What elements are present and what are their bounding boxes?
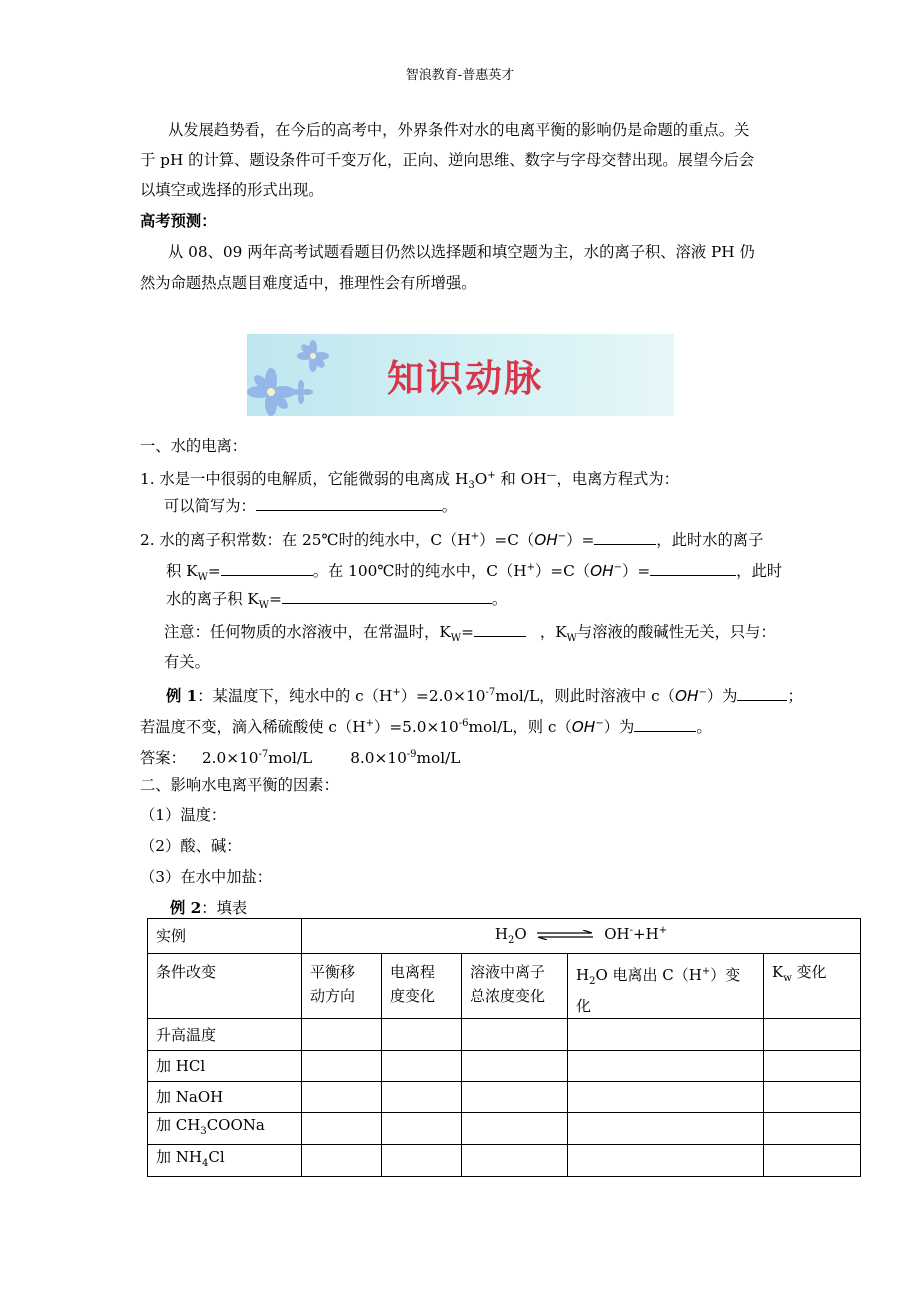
answer-cell[interactable] (764, 1019, 861, 1051)
blank-oh-100c[interactable] (650, 561, 736, 576)
answer-cell[interactable] (382, 1082, 462, 1113)
blank-kw-100c[interactable] (282, 589, 492, 604)
factor-1: （1）温度： (140, 806, 227, 824)
section-1-item-2-line-3: 水的离子积 $K_W=$ 。 (166, 590, 508, 612)
row-label: 加 $NH_4Cl$ (148, 1145, 302, 1177)
answer-cell[interactable] (764, 1145, 861, 1177)
section-1-note: 注意：任何物质的水溶液中，在常温时，$K_W=$ ，$K_W$与溶液的酸碱性无关，只与： (164, 623, 776, 645)
answer-cell[interactable] (302, 1082, 382, 1113)
answer-cell[interactable] (302, 1113, 382, 1145)
answer-cell[interactable] (302, 1145, 382, 1177)
answer-cell[interactable] (568, 1082, 764, 1113)
equation-cell: $H_2O$ OH-+H+ (302, 919, 861, 954)
row-label: 加 $CH_3COONa$ (148, 1113, 302, 1145)
example-2-label: 例 2：填表 (170, 899, 248, 917)
blank-example-1-b[interactable] (634, 717, 696, 732)
answer-cell[interactable] (462, 1145, 568, 1177)
section-1-title: 一、水的电离： (140, 437, 248, 455)
intro-line-2: 于 pH 的计算、题设条件可千变万化，正向、逆向思维、数字与字母交替出现。展望今后会 (140, 151, 755, 169)
forecast-line-2: 然为命题热点题目难度适中，推理性会有所增强。 (140, 274, 477, 292)
section-1-note-line-2: 有关。 (164, 653, 210, 671)
blank-example-1-a[interactable] (737, 686, 787, 701)
answer-cell[interactable] (568, 1051, 764, 1082)
example-1-line-1: 例 1：某温度下，纯水中的 $c(H^+)=2.0\times 10^{-7}mol/L$，则此时溶液中 c（OH−）为 ； (166, 687, 803, 706)
table-row (148, 1019, 861, 1051)
row-label: 加 NaOH (148, 1082, 302, 1113)
answer-cell[interactable] (462, 1082, 568, 1113)
answer-cell[interactable] (382, 1051, 462, 1082)
blank-kw-25c[interactable] (221, 561, 313, 576)
factor-2: （2）酸、碱： (140, 837, 242, 855)
section-1-item-2-line-2: 积 $K_W=$ 。在 100℃时的纯水中，C（H+）=C（OH−）= ，此时 (166, 562, 783, 584)
answer-cell[interactable] (302, 1051, 382, 1082)
example-1-answer: 答案： $2.0\times 10^{-7}mol/L$ $8.0\times 10^{-9}mol/L$ (140, 749, 461, 768)
header-move: 平衡移 动方向 (302, 954, 382, 1019)
answer-cell[interactable] (568, 1019, 764, 1051)
header-h2o: $H_2O$ 电离出 C（H+）变化 (568, 954, 764, 1019)
table-row (148, 1113, 861, 1145)
header-total: 溶液中离子 总浓度变化 (462, 954, 568, 1019)
equilibrium-arrow-icon (535, 930, 595, 940)
forecast-line-1: 从 08、09 两年高考试题看题目仍然以选择题和填空题为主，水的离子积、溶液 PH 仍 (168, 243, 755, 261)
header-cond: 条件改变 (148, 954, 302, 1019)
section-1-item-2: 2. 水的离子积常数：在 25℃时的纯水中，C（H+）=C（OH−）= ，此时水的离子 (140, 531, 764, 550)
intro-line-1: 从发展趋势看，在今后的高考中，外界条件对水的电离平衡的影响仍是命题的重点。关 (168, 121, 750, 139)
answer-cell[interactable] (462, 1113, 568, 1145)
answer-cell[interactable] (382, 1019, 462, 1051)
table-row (148, 919, 861, 954)
section-1-item-1: 1. 水是一中很弱的电解质，它能微弱的电离成 $H_3O^+$ 和 OH—，电离方程式为： (140, 470, 679, 492)
section-2-title: 二、影响水电离平衡的因素： (140, 776, 339, 794)
blank-oh-25c[interactable] (594, 530, 656, 545)
factor-3: （3）在水中加盐： (140, 868, 273, 886)
answer-cell[interactable] (568, 1113, 764, 1145)
table-cell: 实例 (148, 919, 302, 954)
answer-cell[interactable] (764, 1051, 861, 1082)
row-label: 加 HCl (148, 1051, 302, 1082)
table-row (148, 1051, 861, 1082)
blank-simplified-equation[interactable] (256, 496, 442, 511)
example-1-line-2: 若温度不变，滴入稀硫酸使 $c(H^+)=5.0\times 10^{-6}mol/L$，则 c（OH−）为 。 (140, 718, 712, 737)
table-row (148, 1082, 861, 1113)
table-row (148, 1145, 861, 1177)
answer-cell[interactable] (764, 1113, 861, 1145)
answer-cell[interactable] (382, 1145, 462, 1177)
section-1-item-1-line-2: 可以简写为： 。 (164, 497, 458, 515)
page-header: 智浪教育-普惠英才 (405, 68, 515, 83)
intro-line-3: 以填空或选择的形式出现。 (140, 181, 324, 199)
example-2-table (147, 918, 861, 1177)
flower-icon (247, 334, 377, 416)
answer-cell[interactable] (764, 1082, 861, 1113)
answer-cell[interactable] (462, 1019, 568, 1051)
header-kw: $K_w$ 变化 (764, 954, 861, 1019)
answer-cell[interactable] (382, 1113, 462, 1145)
blank-kw-room[interactable] (474, 622, 526, 637)
answer-cell[interactable] (462, 1051, 568, 1082)
answer-cell[interactable] (568, 1145, 764, 1177)
answer-cell[interactable] (302, 1019, 382, 1051)
table-header-row (148, 954, 861, 1019)
forecast-heading: 高考预测： (140, 212, 217, 230)
banner-title: 知识动脉 (387, 357, 543, 400)
knowledge-banner (247, 334, 674, 416)
header-degree: 电离程 度变化 (382, 954, 462, 1019)
row-label: 升高温度 (148, 1019, 302, 1051)
